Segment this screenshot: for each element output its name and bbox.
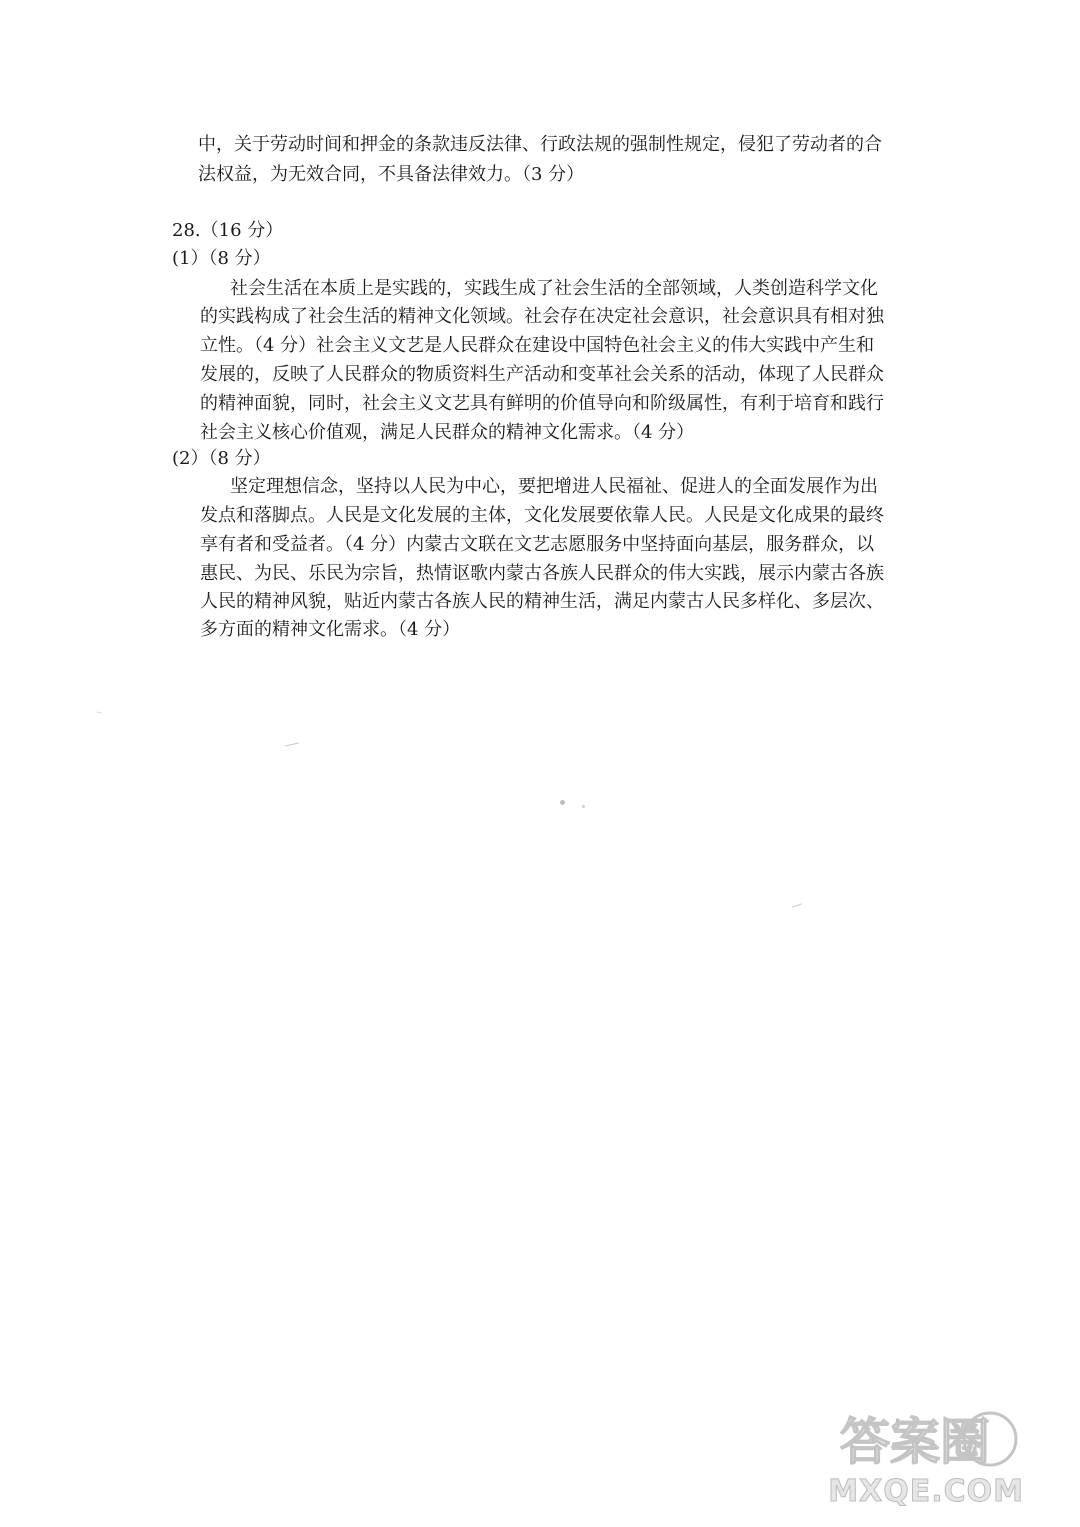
part2-line-4: 惠民、为民、乐民为宗旨，热情讴歌内蒙古各族人民群众的伟大实践，展示内蒙古各族 (200, 563, 884, 584)
scan-speck (285, 743, 299, 747)
part1-line-2: 的实践构成了社会生活的精神文化领域。社会存在决定社会意识，社会意识具有相对独 (200, 306, 884, 327)
watermark-url: MXQE.COM (828, 1474, 1024, 1509)
part2-line-6: 多方面的精神文化需求。（4 分） (200, 619, 461, 640)
part1-line-3: 立性。（4 分）社会主义文艺是人民群众在建设中国特色社会主义的伟大实践中产生和 (200, 335, 875, 356)
part1-line-1: 社会生活在本质上是实践的，实践生成了社会生活的全部领域，人类创造科学文化 (230, 278, 878, 299)
part2-line-5: 人民的精神风貌，贴近内蒙古各族人民的精神生活，满足内蒙古人民多样化、多层次、 (200, 591, 884, 612)
scan-speck (560, 800, 565, 805)
part2-line-3: 享有者和受益者。（4 分）内蒙古文联在文艺志愿服务中坚持面向基层，服务群众，以 (200, 534, 875, 555)
part2-line-2: 发点和落脚点。人民是文化发展的主体，文化发展要依靠人民。人民是文化成果的最终 (200, 505, 884, 526)
scan-speck (96, 711, 102, 713)
watermark-logo-text: 答案圈 (840, 1413, 990, 1471)
scan-speck (792, 903, 802, 907)
section27-line-1: 中，关于劳动时间和押金的条款违反法律、行政法规的强制性规定，侵犯了劳动者的合 (198, 134, 882, 155)
watermark (828, 1401, 1024, 1511)
part2-header: (2）（8 分） (172, 448, 271, 469)
part1-line-6: 社会主义核心价值观，满足人民群众的精神文化需求。（4 分） (200, 422, 695, 443)
part1-header: (1）（8 分） (172, 248, 271, 269)
part2-line-1: 坚定理想信念，坚持以人民为中心，要把增进人民福祉、促进人的全面发展作为出 (230, 476, 878, 497)
question28-header: 28.（16 分） (172, 220, 284, 241)
part1-line-5: 的精神面貌，同时，社会主义文艺具有鲜明的价值导向和阶级属性，有利于培育和践行 (200, 393, 884, 414)
watermark-logo-icon (838, 1407, 1018, 1473)
section27-line-2: 法权益，为无效合同，不具备法律效力。（3 分） (198, 164, 585, 185)
part1-line-4: 发展的，反映了人民群众的物质资料生产活动和变革社会关系的活动，体现了人民群众 (200, 364, 884, 385)
scan-speck (582, 805, 585, 808)
